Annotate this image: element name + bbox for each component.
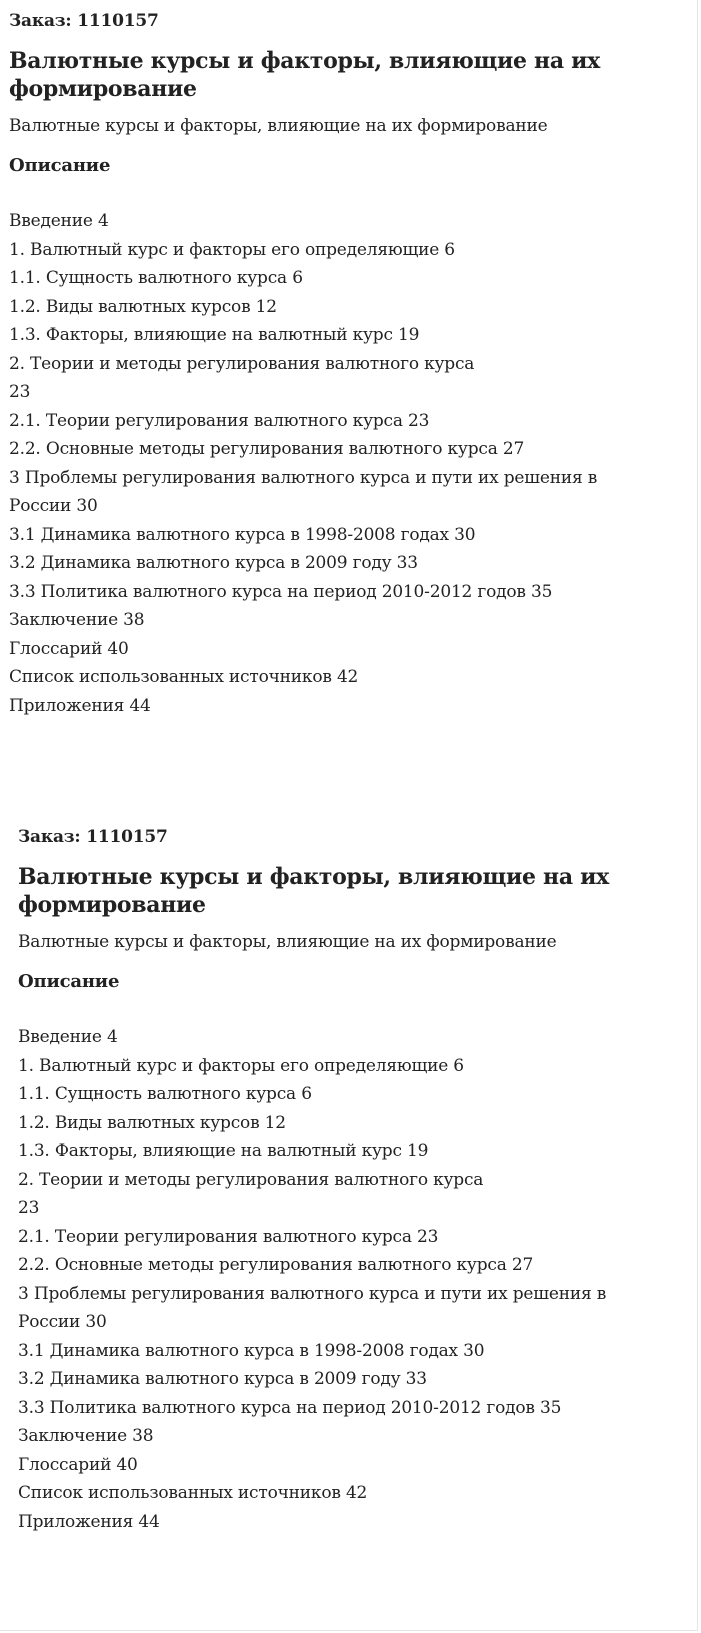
- toc-item: 2. Теории и методы регулирования валютного курса: [9, 353, 475, 374]
- toc-item: 23: [18, 1198, 40, 1218]
- toc-item: 1.2. Виды валютных курсов 12: [18, 1112, 286, 1133]
- toc-item: 3.2 Динамика валютного курса в 2009 году 33: [18, 1369, 427, 1389]
- toc-item: 3.3 Политика валютного курса на период 2010-2012 годов 35: [18, 1397, 562, 1418]
- order-subtitle: Валютные курсы и факторы, влияющие на их формирование: [18, 932, 557, 952]
- toc-item: Введение 4: [9, 211, 109, 231]
- toc-item: Глоссарий 40: [18, 1454, 138, 1475]
- toc-item: 2.1. Теории регулирования валютного курса 23: [9, 410, 430, 431]
- toc-item: Список использованных источников 42: [18, 1483, 368, 1503]
- toc-item: 1.3. Факторы, влияющие на валютный курс 19: [9, 325, 420, 345]
- order-number: Заказ: 1110157: [18, 827, 168, 847]
- toc-item: 2.2. Основные методы регулирования валютного курса 27: [18, 1255, 534, 1275]
- toc-item: Глоссарий 40: [9, 638, 129, 659]
- toc-item: 1.2. Виды валютных курсов 12: [9, 296, 277, 317]
- toc-item: России 30: [18, 1312, 107, 1332]
- order-title: Валютные курсы и факторы, влияющие на их формирование: [9, 48, 601, 102]
- toc-item: 1.3. Факторы, влияющие на валютный курс 19: [18, 1141, 429, 1161]
- order-card: [9, 8, 687, 720]
- toc-item: Список использованных источников 42: [9, 667, 359, 687]
- toc-item: 3.1 Динамика валютного курса в 1998-2008 годах 30: [18, 1340, 485, 1361]
- description-heading: Описание: [9, 155, 111, 176]
- toc-item: 3 Проблемы регулирования валютного курса и пути их решения в: [9, 467, 598, 488]
- order-card: [18, 824, 687, 1536]
- toc-item: 3.1 Динамика валютного курса в 1998-2008 годах 30: [9, 524, 476, 545]
- toc-item: Приложения 44: [18, 1511, 160, 1532]
- order-title: Валютные курсы и факторы, влияющие на их формирование: [18, 864, 610, 918]
- toc-item: 1. Валютный курс и факторы его определяющие 6: [18, 1055, 464, 1076]
- toc-item: России 30: [9, 496, 98, 516]
- toc-item: Приложения 44: [9, 695, 151, 716]
- order-number: Заказ: 1110157: [9, 11, 159, 31]
- toc-item: 23: [9, 382, 31, 402]
- toc-item: Введение 4: [18, 1027, 118, 1047]
- toc-item: Заключение 38: [18, 1426, 154, 1446]
- toc-item: Заключение 38: [9, 610, 145, 630]
- toc-item: 2. Теории и методы регулирования валютного курса: [18, 1169, 484, 1190]
- description-heading: Описание: [18, 971, 120, 992]
- toc-item: 2.1. Теории регулирования валютного курса 23: [18, 1226, 439, 1247]
- table-of-contents: [9, 207, 687, 720]
- toc-item: 1. Валютный курс и факторы его определяющие 6: [9, 239, 455, 260]
- table-of-contents: [18, 1023, 687, 1536]
- toc-item: 3 Проблемы регулирования валютного курса и пути их решения в: [18, 1283, 607, 1304]
- order-subtitle: Валютные курсы и факторы, влияющие на их формирование: [9, 116, 548, 136]
- toc-item: 1.1. Сущность валютного курса 6: [9, 268, 303, 288]
- toc-item: 2.2. Основные методы регулирования валютного курса 27: [9, 439, 525, 459]
- toc-item: 3.3 Политика валютного курса на период 2010-2012 годов 35: [9, 581, 553, 602]
- toc-item: 1.1. Сущность валютного курса 6: [18, 1084, 312, 1104]
- toc-item: 3.2 Динамика валютного курса в 2009 году 33: [9, 553, 418, 573]
